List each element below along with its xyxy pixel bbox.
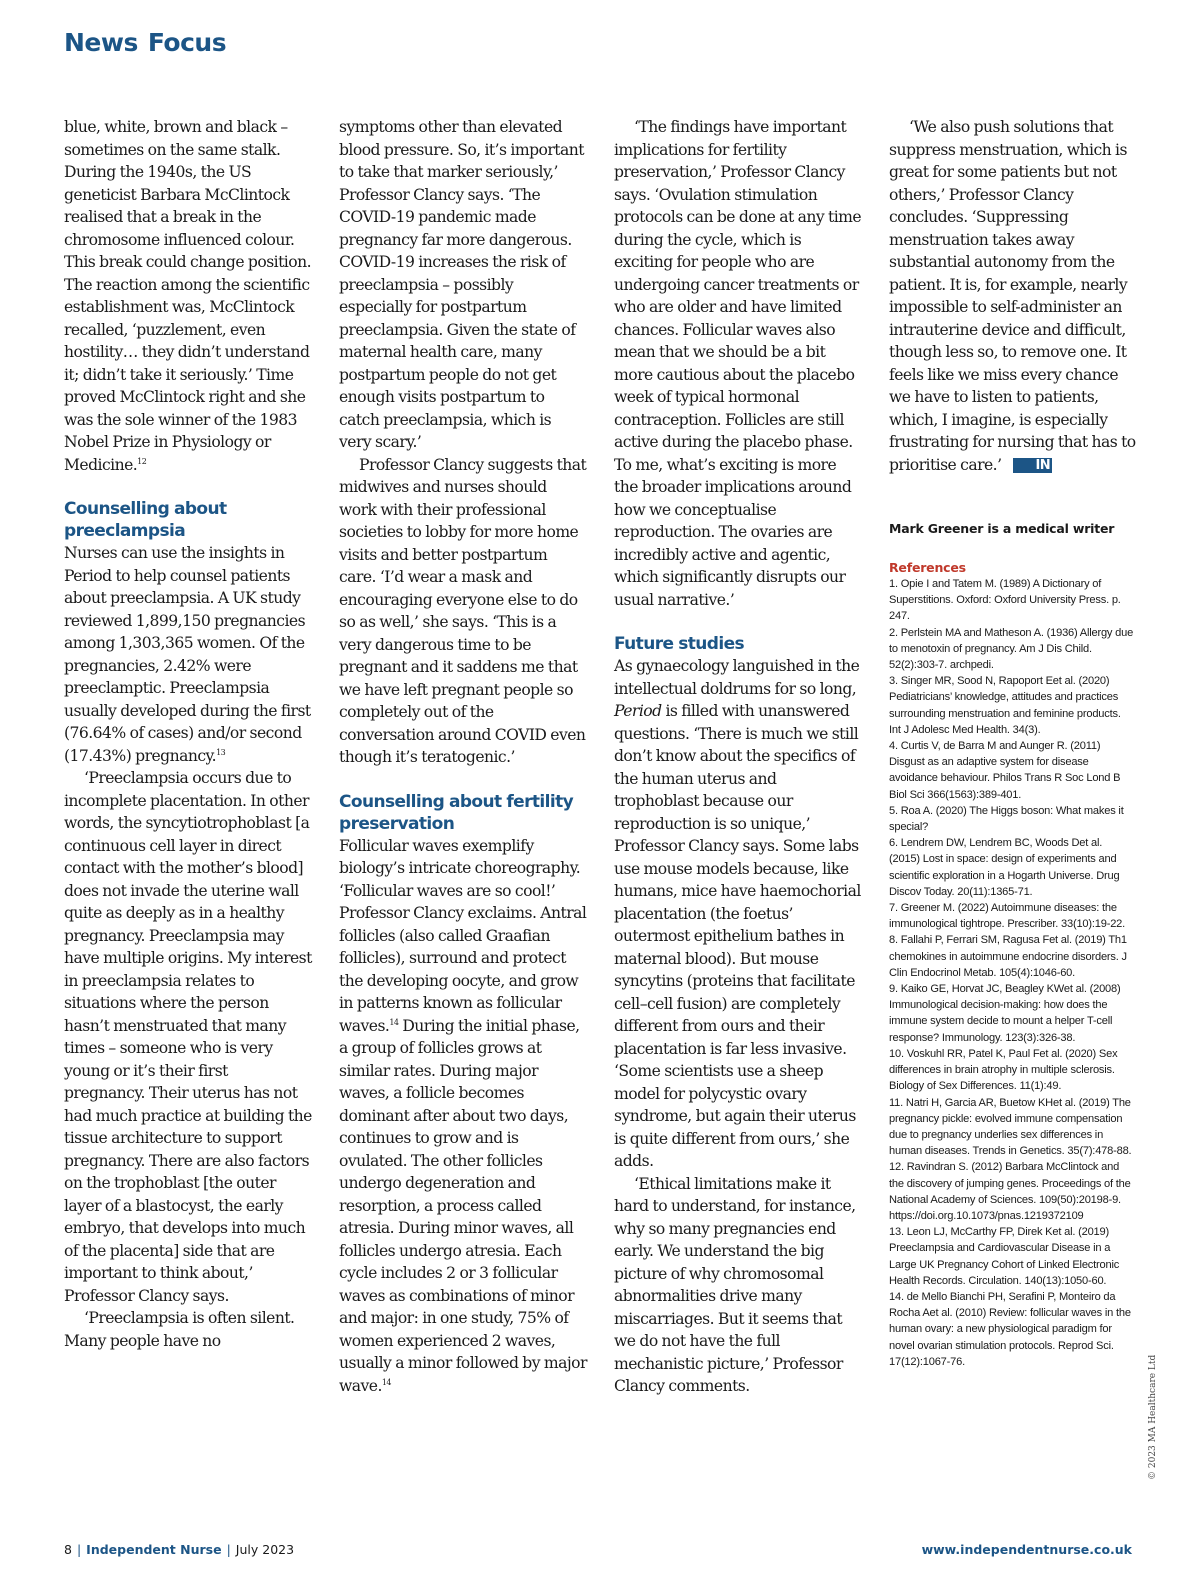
footer-folio: [64, 1542, 294, 1557]
book-title-italic: Period: [614, 702, 662, 720]
reference-item: 8. Fallahi P, Ferrari SM, Ragusa Fet al. (2019) Th1 chemokines in autoimmune endocrine disorders. J Clin Endocrinol Metab. 105(4):1046-60.: [889, 934, 1127, 979]
subheading: Future studies: [614, 634, 745, 654]
paragraph: [64, 542, 312, 767]
reference-item: 1. Opie I and Tatem M. (1989) A Dictionary of Superstitions. Oxford: Oxford University Press. p. 247.: [889, 578, 1121, 623]
paragraph: symptoms other than elevated blood pressure. So, it’s important to take that marker seriously,’ Professor Clancy says. ‘The COVID-19 pandemic made pregnancy far more dangerous. COVID-19 increases the risk of preeclampsia – possibly especially for postpartum preeclampsia. Given the state of maternal health care, many postpartum people do not get enough visits postpartum to catch preeclampsia, which is very scary.’: [339, 118, 584, 451]
ref-superscript: 14: [381, 1377, 391, 1387]
reference-item: 12. Ravindran S. (2012) Barbara McClintock and the discovery of jumping genes. Proceedings of the National Academy of Sciences. 109(50):20198-9. https://doi.org.10.1073/pnas.1219372109: [889, 1161, 1131, 1222]
reference-item: 10. Voskuhl RR, Patel K, Paul Fet al. (2020) Sex differences in brain atrophy in multiple sclerosis. Biology of Sex Differences. 11(1):49.: [889, 1047, 1118, 1093]
copyright-notice: © 2023 MA Healthcare Ltd: [1148, 1354, 1158, 1480]
article-column-3: [614, 116, 862, 1398]
ref-superscript: 14: [389, 1017, 399, 1027]
article-column-2: [339, 116, 587, 1397]
ref-superscript: 12: [137, 456, 147, 466]
subheading: Counselling about fertility preservation: [339, 791, 574, 834]
issue-date: July 2023: [235, 1542, 295, 1557]
page-number: 8: [64, 1542, 72, 1557]
paragraph: [64, 116, 312, 476]
subheading: Counselling about preeclampsia: [64, 499, 227, 541]
reference-item: 3. Singer MR, Sood N, Rapoport Eet al. (2020) Pediatricians’ knowledge, attitudes and practices surrounding menstruation and feminine products. Int J Adolesc Med Health. 34(3).: [889, 675, 1121, 736]
section-focus-label: Focus: [147, 28, 227, 57]
reference-item: 4. Curtis V, de Barra M and Aunger R. (2011) Disgust as an adaptive system for disease avoidance behaviour. Philos Trans R Soc Lond B Biol Sci 366(1563):389-401.: [889, 740, 1121, 801]
references-items: [889, 576, 1135, 1370]
footer-separator: |: [76, 1542, 82, 1557]
reference-item: 9. Kaiko GE, Horvat JC, Beagley KWet al. (2008) Immunological decision-making: how does the immune system decide to mount a helper T-cell response? Immunology. 123(3):326-38.: [889, 983, 1121, 1044]
reference-item: 11. Natri H, Garcia AR, Buetow KHet al. (2019) The pregnancy pickle: evolved immune compensation due to pregnancy underlies sex differences in human diseases. Trends in Genetics. 35(7):478-88.: [889, 1096, 1132, 1158]
paragraph-text: Follicular waves exemplify biology’s intricate choreography. ‘Follicular waves are so cool!’ Professor Clancy exclaims. Antral follicles (also called Graafian follicles), surround and protect the developing oocyte, and grow in patterns known as follicular waves.: [339, 836, 587, 1035]
paragraph-text: During the initial phase, a group of follicles grows at similar rates. During major waves, a follicle becomes dominant after about two days, continues to grow and is ovulated. The other follicles undergo degeneration and resorption, a process called atresia. During minor waves, all follicles undergo atresia. Each cycle includes 2 or 3 follicular waves as combinations of minor and major: in one study, 75% of women experienced 2 waves, usually a minor followed by major wave.: [339, 1016, 587, 1395]
paragraph: [889, 116, 1137, 476]
article-column-1: [64, 116, 312, 1352]
reference-item: 2. Perlstein MA and Matheson A. (1936) Allergy due to menotoxin of pregnancy. Am J Dis Child. 52(2):303-7. archpedi.: [889, 626, 1134, 672]
paragraph: ‘The findings have important implications for fertility preservation,’ Professor Clancy says. ‘Ovulation stimulation protocols can be done at any time during the cycle, which is exciting for people who are undergoing cancer treatments or who are older and have limited chances. Follicular waves also mean that we should be a bit more cautious about the placebo week of typical hormonal contraception. Follicles are still active during the placebo phase. To me, what’s exciting is more the broader implications around how we conceptualise reproduction. The ovaries are incredibly active and agentic, which significantly disrupts our usual narrative.’: [614, 118, 862, 609]
paragraph: ‘Preeclampsia occurs due to incomplete placentation. In other words, the syncytiotrophoblast [a continuous cell layer in direct contact with the mother’s blood] does not invade the uterine wall quite as deeply as in a healthy pregnancy. Preeclampsia may have multiple origins. My interest in preeclampsia relates to situations where the person hasn’t menstruated that many times – someone who is very young or it’s their first pregnancy. Their uterus has not had much practice at building the tissue architecture to support pregnancy. There are also factors on the trophoblast [the outer layer of a blastocyst, the early embryo, that develops into much of the placenta] side that are important to think about,’ Professor Clancy says.: [64, 769, 312, 1305]
paragraph-text: Nurses can use the insights in Period to help counsel patients about preeclampsia. A UK study reviewed 1,899,150 pregnancies among 1,303,365 women. Of the pregnancies, 2.42% were preeclamptic. Preeclampsia usually developed during the first (76.64% of cases) and/or second (17.43%) pregnancy.: [64, 544, 311, 765]
paragraph: ‘Preeclampsia is often silent. Many people have no: [64, 1309, 295, 1350]
article-column-4: [889, 116, 1137, 476]
footer-separator: |: [226, 1542, 231, 1557]
reference-item: 14. de Mello Bianchi PH, Serafini P, Monteiro da Rocha Aet al. (2010) Review: follicular waves in the human ovary: a new physiological paradigm for novel ovarian stimulation protocols. Reprod Sci. 17(12):1067-76.: [889, 1290, 1131, 1368]
references-title: References: [889, 560, 966, 575]
reference-item: 7. Greener M. (2022) Autoimmune diseases: the immunological tightrope. Prescriber. 33(10):19-22.: [889, 902, 1126, 931]
paragraph: Professor Clancy suggests that midwives and nurses should work with their professional societies to lobby for more home visits and better postpartum care. ‘I’d wear a mask and encouraging everyone else to do so as well,’ she says. ‘This is a very dangerous time to be pregnant and it saddens me that we have left pregnant people so completely out of the conversation around COVID even though it’s teratogenic.’: [339, 455, 587, 766]
paragraph: [614, 655, 862, 1173]
paragraph-text: As gynaecology languished in the intellectual doldrums for so long,: [614, 657, 860, 698]
references-list: [889, 559, 1135, 1370]
section-header: [64, 28, 236, 57]
author-bio: Mark Greener is a medical writer: [889, 521, 1115, 536]
reference-item: 6. Lendrem DW, Lendrem BC, Woods Det al. (2015) Lost in space: design of experiments and scientific exploration in a Hogarth Universe. Drug Discov Today. 20(11):1365-71.: [889, 837, 1120, 898]
paragraph: [339, 835, 587, 1398]
ref-superscript: 13: [216, 747, 226, 757]
paragraph: ‘Ethical limitations make it hard to understand, for instance, why so many pregnancies end early. We understand the big picture of why chromosomal abnormalities drive many miscarriages. But it seems that we do not have the full mechanistic picture,’ Professor Clancy comments.: [614, 1174, 856, 1395]
section-news-label: News: [64, 28, 138, 57]
reference-item: 5. Roa A. (2020) The Higgs boson: What makes it special?: [889, 804, 1124, 834]
paragraph-text: ‘We also push solutions that suppress menstruation, which is great for some patients but not others,’ Professor Clancy concludes. ‘Suppressing menstruation takes away substantial autonomy from the patient. It is, for example, nearly impossible to self-administer an intrauterine device and difficult, though less so, to remove one. It feels like we miss every chance we have to listen to patients, which, I imagine, is especially frustrating for nursing that has to prioritise care.’: [889, 118, 1136, 474]
publication-name: Independent Nurse: [86, 1542, 222, 1557]
paragraph-text: blue, white, brown and black – sometimes on the same stalk. During the 1940s, the US geneticist Barbara McClintock realised that a break in the chromosome influenced colour. This break could change position. The reaction among the scientific establishment was, McClintock recalled, ‘puzzlement, even hostility… they didn’t understand it; didn’t take it seriously.’ Time proved McClintock right and she was the sole winner of the 1983 Nobel Prize in Physiology or Medicine.: [64, 118, 311, 474]
end-of-article-mark: IN: [1013, 458, 1052, 473]
website-link[interactable]: www.independentnurse.co.uk: [921, 1542, 1132, 1557]
paragraph-text: is filled with unanswered questions. ‘There is much we still don’t know about the specifics of the human uterus and trophoblast because our reproduction is so unique,’ Professor Clancy says. Some labs use mouse models because, like humans, mice have haemochorial placentation (the foetus’ outermost epithelium bathes in maternal blood). But mouse syncytins (proteins that facilitate cell–cell fusion) are completely different from ours and their placentation is far less invasive. ‘Some scientists use a sheep model for polycystic ovary syndrome, but again their uterus is quite different from ours,’ she adds.: [614, 702, 861, 1170]
reference-item: 13. Leon LJ, McCarthy FP, Direk Ket al. (2019) Preeclampsia and Cardiovascular Disease in a Large UK Pregnancy Cohort of Linked Electronic Health Records. Circulation. 140(13):1050-60.: [889, 1226, 1120, 1287]
